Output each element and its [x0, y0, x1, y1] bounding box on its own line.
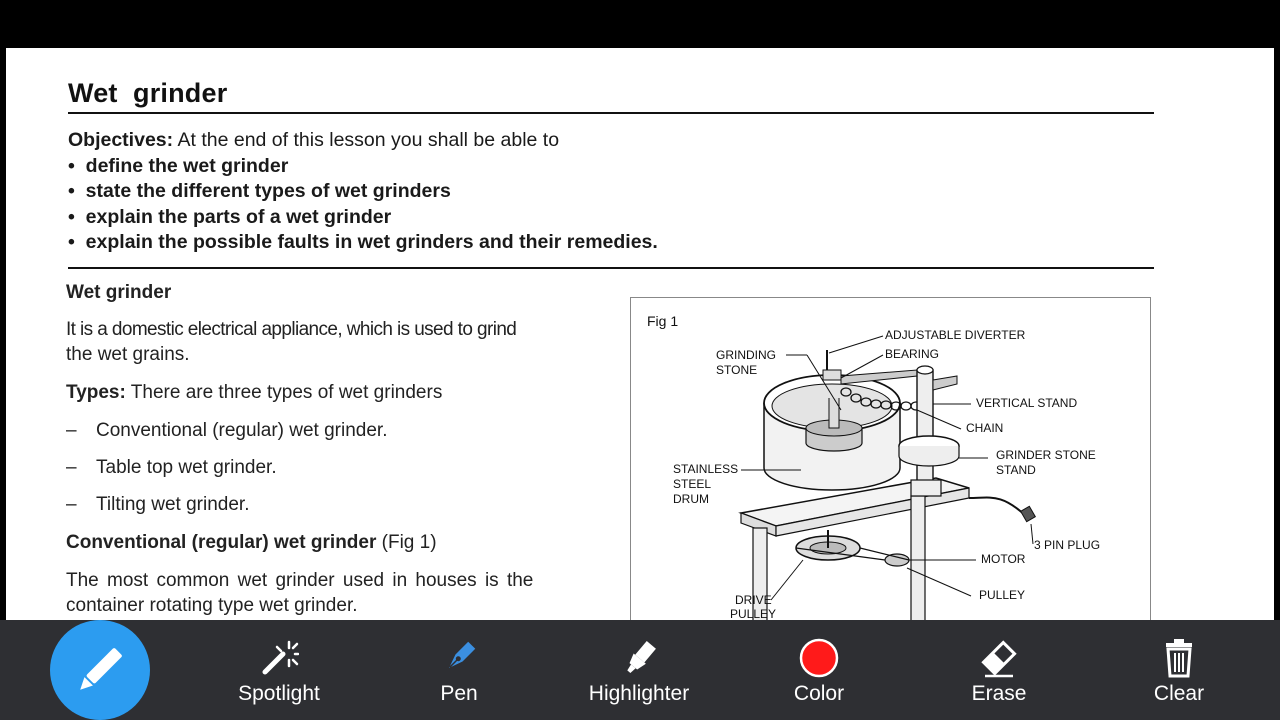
title-rule — [68, 112, 1154, 114]
label-drive-pulley: PULLEY — [730, 607, 777, 620]
type-item: – Tilting wet grinder. — [66, 494, 250, 515]
label-grinder-stone-stand: GRINDER STONE — [996, 448, 1096, 462]
eraser-icon — [979, 638, 1019, 678]
objectives-intro: Objectives: At the end of this lesson you shall be able to — [68, 129, 560, 151]
erase-button[interactable] — [924, 620, 1074, 720]
label-drive-pulley: DRIVE — [735, 593, 772, 607]
label-grinding-stone: STONE — [716, 363, 758, 377]
highlighter-icon — [619, 638, 659, 678]
wet-grinder-diagram — [631, 298, 1150, 620]
label-bearing: BEARING — [885, 347, 940, 361]
figure-panel — [630, 297, 1151, 620]
body-line: The most common wet grinder used in houses is the — [66, 570, 534, 591]
color-button[interactable] — [744, 620, 894, 720]
objective-item: • explain the possible faults in wet grinders and their remedies. — [68, 231, 658, 254]
top-bar — [0, 0, 1280, 48]
objective-item: • state the different types of wet grinders — [68, 180, 451, 203]
label-stainless-steel-drum: DRUM — [673, 492, 709, 506]
label-adjustable-diverter: ADJUSTABLE DIVERTER — [885, 328, 1026, 342]
types-line: Types: There are three types of wet grinders — [66, 382, 443, 403]
section-heading: Wet grinder — [66, 282, 172, 303]
pen-label: Pen — [440, 682, 478, 705]
type-item: – Table top wet grinder. — [66, 457, 277, 478]
fountain-pen-icon — [439, 638, 479, 678]
subheading: Conventional (regular) wet grinder (Fig 1) — [66, 532, 437, 553]
intro-line: the wet grains. — [66, 344, 190, 365]
document-page — [6, 48, 1274, 620]
objective-item: • define the wet grinder — [68, 154, 289, 177]
clear-button[interactable] — [1104, 620, 1254, 720]
clear-label: Clear — [1153, 682, 1205, 705]
label-grinding-stone: GRINDING — [716, 348, 776, 362]
body-line: container rotating type wet grinder. — [66, 595, 358, 616]
pencil-icon — [50, 620, 150, 720]
trash-icon — [1159, 638, 1199, 678]
objectives-rule — [68, 267, 1154, 269]
label-stainless-steel-drum: STAINLESS — [673, 462, 739, 476]
type-item: – Conventional (regular) wet grinder. — [66, 420, 388, 441]
erase-label: Erase — [971, 682, 1027, 705]
intro-line: It is a domestic electrical appliance, which is used to grind — [66, 319, 517, 340]
label-grinder-stone-stand: STAND — [996, 463, 1036, 477]
label-chain: CHAIN — [966, 421, 1004, 435]
label-vertical-stand: VERTICAL STAND — [976, 396, 1078, 410]
label-stainless-steel-drum: STEEL — [673, 477, 712, 491]
highlighter-button[interactable] — [564, 620, 714, 720]
color-swatch-icon — [799, 638, 839, 678]
color-label: Color — [793, 682, 845, 705]
pen-button[interactable] — [384, 620, 534, 720]
label-motor: MOTOR — [981, 552, 1026, 566]
objectives-block — [68, 128, 658, 256]
label-plug: 3 PIN PLUG — [1034, 538, 1101, 552]
draw-mode-button[interactable] — [50, 620, 150, 720]
label-pulley: PULLEY — [979, 588, 1026, 602]
figure-caption: Fig 1 — [647, 313, 679, 329]
objective-item: • explain the parts of a wet grinder — [68, 205, 392, 228]
spotlight-button[interactable] — [204, 620, 354, 720]
page-title: Wet grinder — [68, 78, 228, 108]
spotlight-label: Spotlight — [238, 682, 320, 705]
highlighter-label: Highlighter — [588, 682, 690, 705]
magic-wand-icon — [259, 638, 299, 678]
